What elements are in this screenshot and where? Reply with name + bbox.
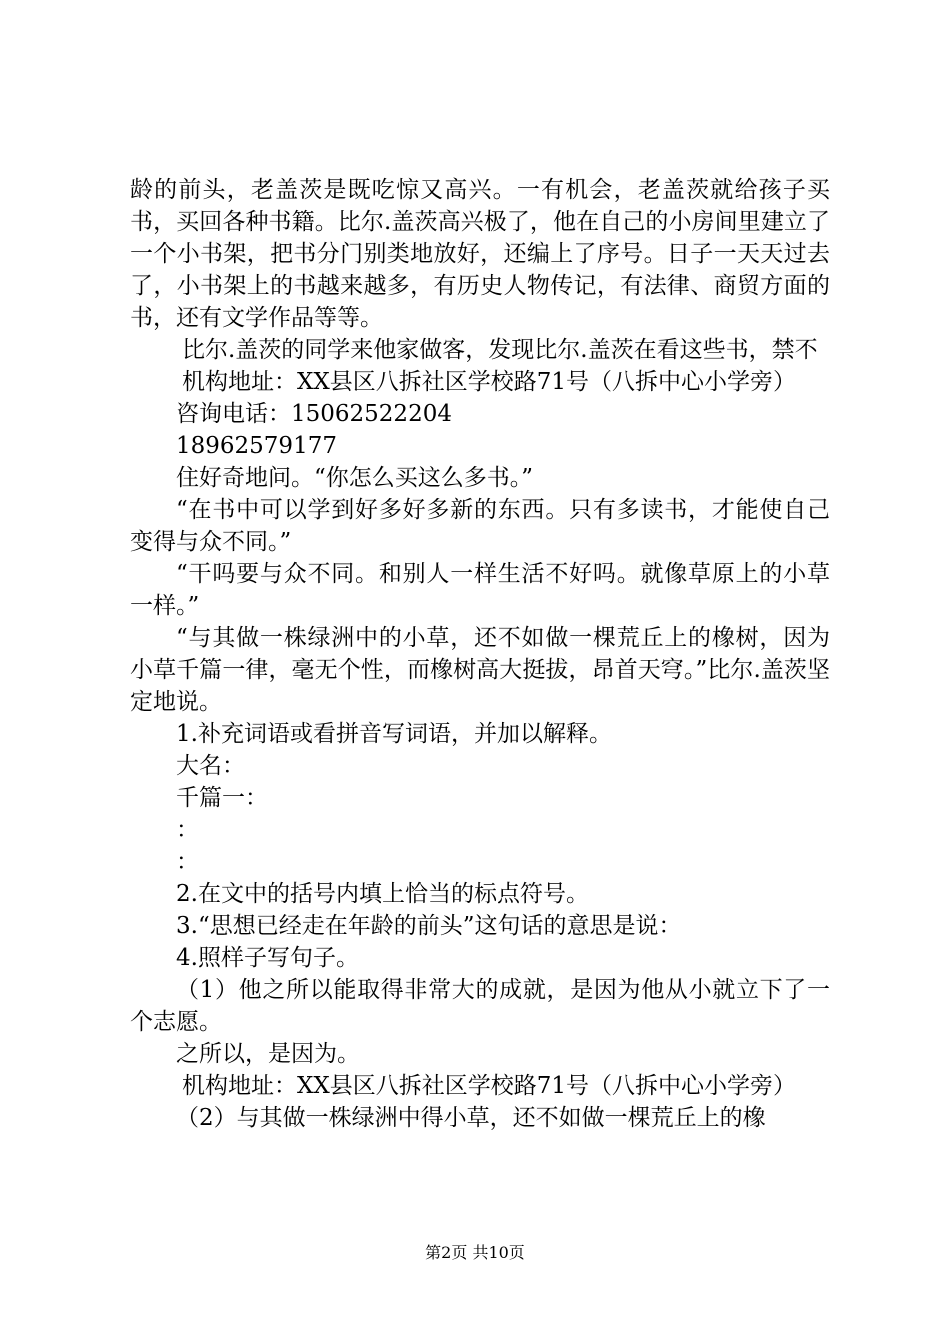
question-heading: 4.照样子写句子。 [176,945,359,971]
document-body [130,174,830,1134]
paragraph: 住好奇地问。“你怎么买这么多书。” [176,465,534,491]
paragraph: “与其做一株绿洲中的小草，还不如做一棵荒丘上的橡树，因为小草千篇一律，毫无个性，而橡树高大挺拔，昂首天穹。”比尔.盖茨坚定地说。 [130,625,830,715]
question-heading: 3.“思想已经走在年龄的前头”这句话的意思是说： [176,913,682,939]
answer-line: 大名： [176,753,245,779]
address-line: 机构地址：XX县区八拆社区学校路71号（八拆中心小学旁） [182,1073,797,1099]
question-heading: 2.在文中的括号内填上恰当的标点符号。 [176,881,589,907]
phone-line: 18962579177 [176,433,337,459]
answer-line: ： [176,817,199,843]
answer-line: 千篇一： [176,785,268,811]
question-heading: 1.补充词语或看拼音写词语，并加以解释。 [176,721,612,747]
paragraph: “在书中可以学到好多好多新的东西。只有多读书，才能使自己变得与众不同。” [130,497,830,555]
answer-line: ： [176,849,199,875]
paragraph: （2）与其做一株绿洲中得小草，还不如做一棵荒丘上的橡 [176,1105,766,1131]
paragraph: 龄的前头，老盖茨是既吃惊又高兴。一有机会，老盖茨就给孩子买书，买回各种书籍。比尔.盖茨高兴极了，他在自己的小房间里建立了一个小书架，把书分门别类地放好，还编上了序号。日子一天天过去了，小书架上的书越来越多，有历史人物传记，有法律、商贸方面的书，还有文学作品等等。 [130,177,830,331]
paragraph: “干吗要与众不同。和别人一样生活不好吗。就像草原上的小草一样。” [130,561,830,619]
address-line: 机构地址：XX县区八拆社区学校路71号（八拆中心小学旁） [182,369,797,395]
paragraph: （1）他之所以能取得非常大的成就，是因为他从小就立下了一个志愿。 [130,977,830,1035]
answer-line: 之所以，是因为。 [176,1041,360,1067]
page-footer: 第2页 共10页 [425,1243,525,1262]
paragraph: 比尔.盖茨的同学来他家做客，发现比尔.盖茨在看这些书，禁不 [182,337,818,363]
phone-line: 咨询电话：15062522204 [176,401,452,427]
